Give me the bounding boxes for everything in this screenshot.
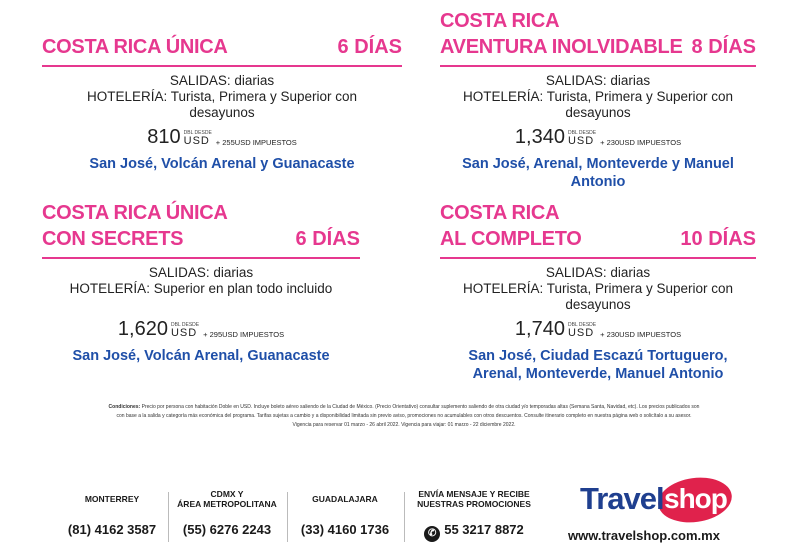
tour-title-line-2: AL COMPLETO bbox=[440, 228, 582, 250]
contact-city-line-2: ÁREA METROPOLITANA bbox=[177, 498, 277, 509]
contact-whatsapp bbox=[408, 489, 540, 539]
tour-title: COSTA RICA ÚNICA bbox=[42, 36, 228, 58]
hotel-category: HOTELERÍA: Turista, Primera y Superior con bbox=[462, 281, 734, 296]
travelshop-logo[interactable] bbox=[580, 478, 730, 522]
departures: SALIDAS: diarias bbox=[545, 73, 651, 88]
logo-shop: shop bbox=[664, 483, 727, 514]
tour-title-line-2: CON SECRETS bbox=[42, 228, 184, 250]
tour-price bbox=[42, 315, 360, 339]
contact-guadalajara bbox=[292, 490, 398, 537]
route-line: Arenal, Monteverde, Manuel Antonio bbox=[472, 366, 724, 382]
tour-title: COSTA RICA bbox=[440, 202, 560, 224]
route-line: San José, Volcán Arenal, Guanacaste bbox=[72, 348, 330, 364]
divider bbox=[404, 492, 405, 542]
title-divider bbox=[440, 257, 756, 259]
tour-card-aventura-inolvidable bbox=[440, 8, 756, 191]
divider bbox=[287, 492, 288, 542]
taxes: + 230USD IMPUESTOS bbox=[600, 138, 682, 147]
currency: USD bbox=[183, 135, 210, 147]
tour-info bbox=[440, 265, 756, 313]
contact-cdmx bbox=[172, 489, 282, 537]
tour-duration: 6 DÍAS bbox=[337, 36, 402, 58]
whatsapp-contact[interactable] bbox=[408, 522, 540, 542]
title-divider bbox=[42, 257, 360, 259]
tour-title: COSTA RICA bbox=[440, 10, 560, 32]
whatsapp-icon: ✆ bbox=[424, 526, 440, 542]
route-line: San José, Ciudad Escazú Tortuguero, bbox=[468, 348, 728, 364]
tour-price bbox=[42, 123, 402, 147]
tour-title-row bbox=[42, 34, 402, 60]
hotel-category: HOTELERÍA: Turista, Primera y Superior con bbox=[462, 89, 734, 104]
departures: SALIDAS: diarias bbox=[148, 265, 254, 280]
dbl-label: DBL DESDE bbox=[567, 130, 597, 136]
contact-city: MONTERREY bbox=[84, 494, 140, 504]
price-amount: 1,740 bbox=[514, 318, 565, 340]
tour-card-costa-rica-unica bbox=[42, 34, 402, 173]
tour-title-line-2: AVENTURA INOLVIDABLE bbox=[440, 36, 683, 58]
tour-title-row bbox=[42, 200, 360, 252]
contact-city-line-2: NUESTRAS PROMOCIONES bbox=[417, 498, 531, 509]
contact-city: GUADALAJARA bbox=[312, 494, 378, 504]
logo-travel: Travel bbox=[580, 481, 664, 516]
tour-info bbox=[440, 73, 756, 121]
taxes: + 295USD IMPUESTOS bbox=[203, 330, 285, 339]
price-amount: 1,620 bbox=[117, 318, 168, 340]
contact-phone[interactable]: (81) 4162 3587 bbox=[67, 522, 157, 537]
hotel-category-cont: desayunos bbox=[189, 105, 255, 120]
contact-monterrey bbox=[62, 490, 162, 537]
tour-card-unica-con-secrets bbox=[42, 200, 360, 365]
taxes: + 230USD IMPUESTOS bbox=[600, 330, 682, 339]
currency: USD bbox=[170, 327, 198, 339]
tour-title-row bbox=[440, 200, 756, 252]
tour-title-row bbox=[440, 8, 756, 60]
hotel-category: HOTELERÍA: Turista, Primera y Superior con bbox=[86, 89, 358, 104]
tour-route bbox=[42, 347, 360, 365]
dbl-label: DBL DESDE bbox=[567, 322, 597, 328]
departures: SALIDAS: diarias bbox=[545, 265, 651, 280]
tour-duration: 6 DÍAS bbox=[295, 228, 360, 250]
tour-info bbox=[42, 73, 402, 121]
dbl-label: DBL DESDE bbox=[183, 130, 212, 136]
tour-duration: 10 DÍAS bbox=[680, 228, 756, 250]
hotel-category: HOTELERÍA: Superior en plan todo incluido bbox=[69, 281, 333, 296]
contact-city: ENVÍA MENSAJE Y RECIBE bbox=[418, 489, 530, 499]
tour-price bbox=[440, 123, 756, 147]
terms-and-conditions bbox=[108, 403, 700, 430]
tour-info bbox=[42, 265, 360, 297]
divider bbox=[168, 492, 169, 542]
website-url[interactable]: www.travelshop.com.mx bbox=[568, 528, 720, 543]
currency: USD bbox=[567, 327, 595, 339]
tour-route bbox=[440, 155, 756, 191]
hotel-category-cont: desayunos bbox=[565, 105, 631, 120]
conditions-text: Precio por persona con habitación Doble en USD. Incluye boleto aéreo saliendo de la Ciudad de México. (Precio Orientativo) consultar suplemento saliendo de otra ciudad y/o temporadas altas (Semana Santa, Navidad, etc). Los precios publicados son con base a la salida y categoría más económica del programa. Tarifas sujetas a cambio y a disponibilidad limitada sin previo aviso, promociones no acumulables con otros descuentos. Consulte itinerario completo en nuestra página web o solicítalo a su asesor. Vigencia para reservar 01 marzo - 26 abril 2022. Vigencia para viajar: 01 marzo - 22 diciembre 2022. bbox=[116, 404, 700, 428]
dbl-label: DBL DESDE bbox=[170, 322, 200, 328]
price-amount: 1,340 bbox=[514, 126, 565, 148]
departures: SALIDAS: diarias bbox=[169, 73, 275, 88]
tour-route bbox=[42, 155, 402, 173]
price-amount: 810 bbox=[147, 126, 181, 148]
contact-city: CDMX Y bbox=[210, 489, 244, 499]
tour-card-al-completo bbox=[440, 200, 756, 383]
tour-price bbox=[440, 315, 756, 339]
tour-title: COSTA RICA ÚNICA bbox=[42, 202, 228, 224]
title-divider bbox=[42, 65, 402, 67]
title-divider bbox=[440, 65, 756, 67]
route-line: San José, Arenal, Monteverde y Manuel bbox=[462, 156, 734, 172]
tour-route bbox=[440, 347, 756, 383]
route-line: San José, Volcán Arenal y Guanacaste bbox=[89, 156, 355, 172]
route-line: Antonio bbox=[570, 174, 626, 190]
taxes: + 255USD IMPUESTOS bbox=[215, 138, 297, 147]
hotel-category-cont: desayunos bbox=[565, 297, 631, 312]
contact-phone[interactable]: (55) 6276 2243 bbox=[182, 522, 272, 537]
contact-phone: 55 3217 8872 bbox=[444, 522, 524, 537]
contact-phone[interactable]: (33) 4160 1736 bbox=[300, 522, 390, 537]
conditions-label: Condiciones: bbox=[108, 404, 141, 410]
currency: USD bbox=[567, 135, 595, 147]
tour-duration: 8 DÍAS bbox=[691, 36, 756, 58]
